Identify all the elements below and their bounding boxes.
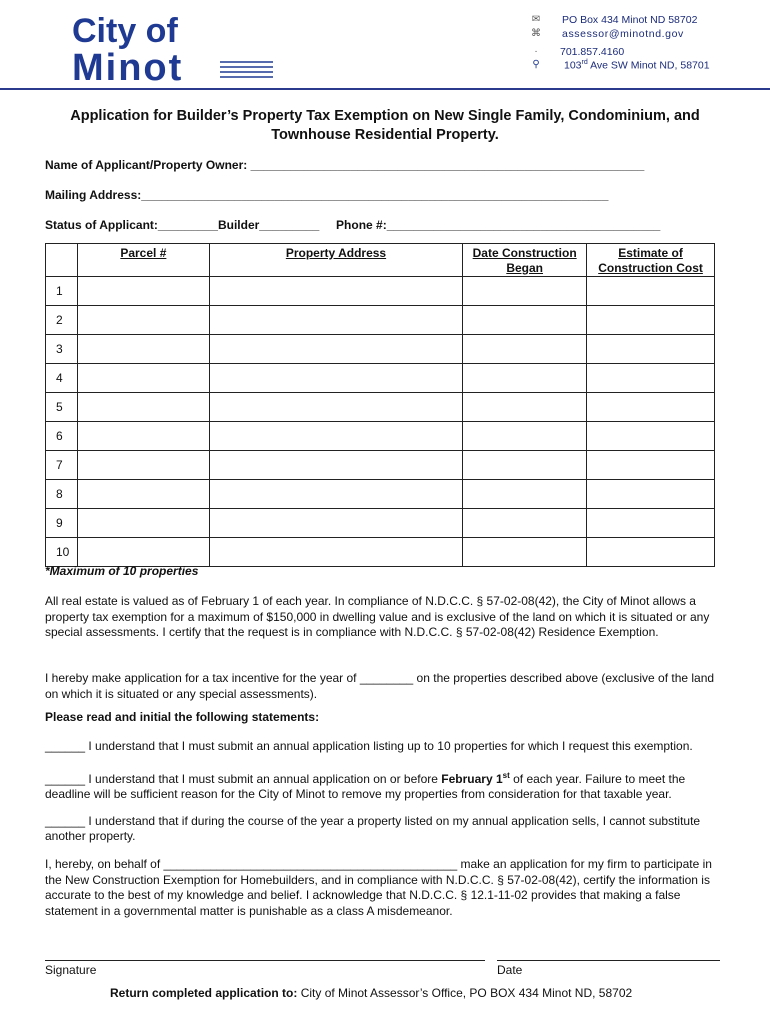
max-properties-note: *Maximum of 10 properties <box>45 564 199 578</box>
date-line[interactable] <box>497 960 720 961</box>
applicant-name-field[interactable]: Name of Applicant/Property Owner: ___________________________________________________________ <box>45 158 645 172</box>
contact-phone: 701.857.4160 <box>560 46 625 58</box>
initial-heading: Please read and initial the following statements: <box>45 710 320 724</box>
row-number: 9 <box>46 509 78 538</box>
date-label: Date <box>497 963 523 977</box>
cost-cell[interactable] <box>587 335 715 364</box>
row-number: 7 <box>46 451 78 480</box>
property-address-header: Property Address <box>209 244 462 277</box>
date-cell[interactable] <box>463 538 587 567</box>
tax-incentive-paragraph: I hereby make application for a tax incentive for the year of ________ on the properties described above (exclusive of the land on which it is situated or any special assessments). <box>45 671 715 701</box>
parcel-cell[interactable] <box>77 422 209 451</box>
signature-line[interactable] <box>45 960 485 961</box>
certification-paragraph: I, hereby, on behalf of ____________________________________________ make an application for my firm to participate in the New Construction Exemption for Homebuilders, and in compliance with N.D.C.C. § 57-02-08(42), certify the information is accurate to the best of my knowledge and belief. I acknowledge that N.D.C.C. § 12.1-11-02 provides that making a false statement in a governmental matter is punishable as a class A misdemeanor. <box>45 857 712 918</box>
cost-cell[interactable] <box>587 277 715 306</box>
parcel-cell[interactable] <box>77 509 209 538</box>
row-number: 8 <box>46 480 78 509</box>
initial-blank-1[interactable]: ______ <box>45 739 86 753</box>
properties-table <box>45 243 715 567</box>
valuation-paragraph: All real estate is valued as of February 1 of each year. In compliance of N.D.C.C. § 57-02-08(42), the City of Minot allows a property tax exemption for a maximum of $150,000 in dwelling value and is exclusive of the land on which it is situated or any special assessments. I certify that the request is in compliance with N.D.C.C. § 57-02-08(42) Residence Exemption. <box>45 594 710 639</box>
email-icon: ⌘ <box>531 28 541 39</box>
address-cell[interactable] <box>209 364 462 393</box>
address-cell[interactable] <box>209 451 462 480</box>
date-cell[interactable] <box>463 509 587 538</box>
envelope-icon: ✉ <box>531 14 541 25</box>
row-number: 10 <box>46 538 78 567</box>
cost-cell[interactable] <box>587 451 715 480</box>
contact-block <box>530 12 760 78</box>
address-cell[interactable] <box>209 277 462 306</box>
status-phone-row <box>45 218 660 232</box>
row-number-header <box>46 244 78 277</box>
contact-email[interactable]: assessor@minotnd.gov <box>562 28 684 40</box>
row-number: 4 <box>46 364 78 393</box>
parcel-cell[interactable] <box>77 480 209 509</box>
return-instructions <box>110 986 632 1000</box>
statement-2: ______ I understand that I must submit an annual application on or before February 1st of each year. Failure to meet the deadline will be sufficient reason for the City of Minot to remove my properties from consideration for that taxable year. <box>45 771 686 801</box>
table-row <box>46 509 715 538</box>
logo-stripes <box>220 62 273 77</box>
initial-blank-3[interactable]: ______ <box>45 814 86 828</box>
status-value[interactable]: _________Builder_________ <box>157 218 320 232</box>
page-title: Application for Builder’s Property Tax Exemption on New Single Family, Condominium, and Townhouse Residential Property. <box>70 108 700 143</box>
contact-po-box: PO Box 434 Minot ND 58702 <box>562 14 698 26</box>
table-row <box>46 451 715 480</box>
table-row <box>46 306 715 335</box>
return-label: Return completed application to: <box>110 986 298 1000</box>
address-cell[interactable] <box>209 538 462 567</box>
date-cell[interactable] <box>463 335 587 364</box>
date-cell[interactable] <box>463 364 587 393</box>
row-number: 5 <box>46 393 78 422</box>
parcel-header: Parcel # <box>77 244 209 277</box>
date-cell[interactable] <box>463 306 587 335</box>
cost-cell[interactable] <box>587 480 715 509</box>
status-label: Status of Applicant: <box>45 218 158 232</box>
signature-label: Signature <box>45 963 97 977</box>
location-pin-icon: ⚲ <box>532 59 540 70</box>
parcel-cell[interactable] <box>77 277 209 306</box>
statement-1-text: I understand that I must submit an annual application listing up to 10 properties for which I request this exemption. <box>88 739 693 753</box>
cost-cell[interactable] <box>587 393 715 422</box>
parcel-cell[interactable] <box>77 364 209 393</box>
statement-3 <box>45 814 730 844</box>
address-cell[interactable] <box>209 509 462 538</box>
row-number: 6 <box>46 422 78 451</box>
statement-3-text: I understand that if during the course of the year a property listed on my annual application sells, I cannot substitute another property. <box>45 814 701 843</box>
mailing-address-field[interactable]: Mailing Address:______________________________________________________________________ <box>45 188 609 202</box>
address-cell[interactable] <box>209 393 462 422</box>
table-row <box>46 480 715 509</box>
table-row <box>46 335 715 364</box>
parcel-cell[interactable] <box>77 306 209 335</box>
estimate-cost-header: Estimate of Construction Cost <box>587 244 715 277</box>
cost-cell[interactable] <box>587 364 715 393</box>
return-address: City of Minot Assessor’s Office, PO BOX 434 Minot ND, 58702 <box>300 986 633 1000</box>
cost-cell[interactable] <box>587 306 715 335</box>
date-cell[interactable] <box>463 480 587 509</box>
table-row <box>46 277 715 306</box>
parcel-cell[interactable] <box>77 451 209 480</box>
row-number: 3 <box>46 335 78 364</box>
table-header-row <box>46 244 715 277</box>
date-cell[interactable] <box>463 277 587 306</box>
table-row <box>46 393 715 422</box>
address-cell[interactable] <box>209 480 462 509</box>
date-cell[interactable] <box>463 451 587 480</box>
statement-1 <box>45 739 730 754</box>
date-construction-header: Date Construction Began <box>463 244 587 277</box>
cost-cell[interactable] <box>587 422 715 451</box>
parcel-cell[interactable] <box>77 538 209 567</box>
parcel-cell[interactable] <box>77 393 209 422</box>
logo-line-1: City of <box>72 12 178 50</box>
contact-address: 103rd Ave SW Minot ND, 58701 <box>564 59 710 72</box>
table-row <box>46 422 715 451</box>
date-cell[interactable] <box>463 393 587 422</box>
table-row <box>46 364 715 393</box>
cost-cell[interactable] <box>587 538 715 567</box>
address-cell[interactable] <box>209 306 462 335</box>
initial-blank-2[interactable]: ______ <box>45 772 86 786</box>
address-cell[interactable] <box>209 422 462 451</box>
address-cell[interactable] <box>209 335 462 364</box>
phone-icon: · <box>534 46 538 57</box>
row-number: 2 <box>46 306 78 335</box>
table-row <box>46 538 715 567</box>
date-cell[interactable] <box>463 422 587 451</box>
cost-cell[interactable] <box>587 509 715 538</box>
logo-line-2: Minot <box>72 47 184 86</box>
row-number: 1 <box>46 277 78 306</box>
header-rule <box>0 88 770 90</box>
parcel-cell[interactable] <box>77 335 209 364</box>
phone-field[interactable]: Phone #:_________________________________________ <box>336 218 661 232</box>
city-of-minot-logo <box>70 12 275 86</box>
